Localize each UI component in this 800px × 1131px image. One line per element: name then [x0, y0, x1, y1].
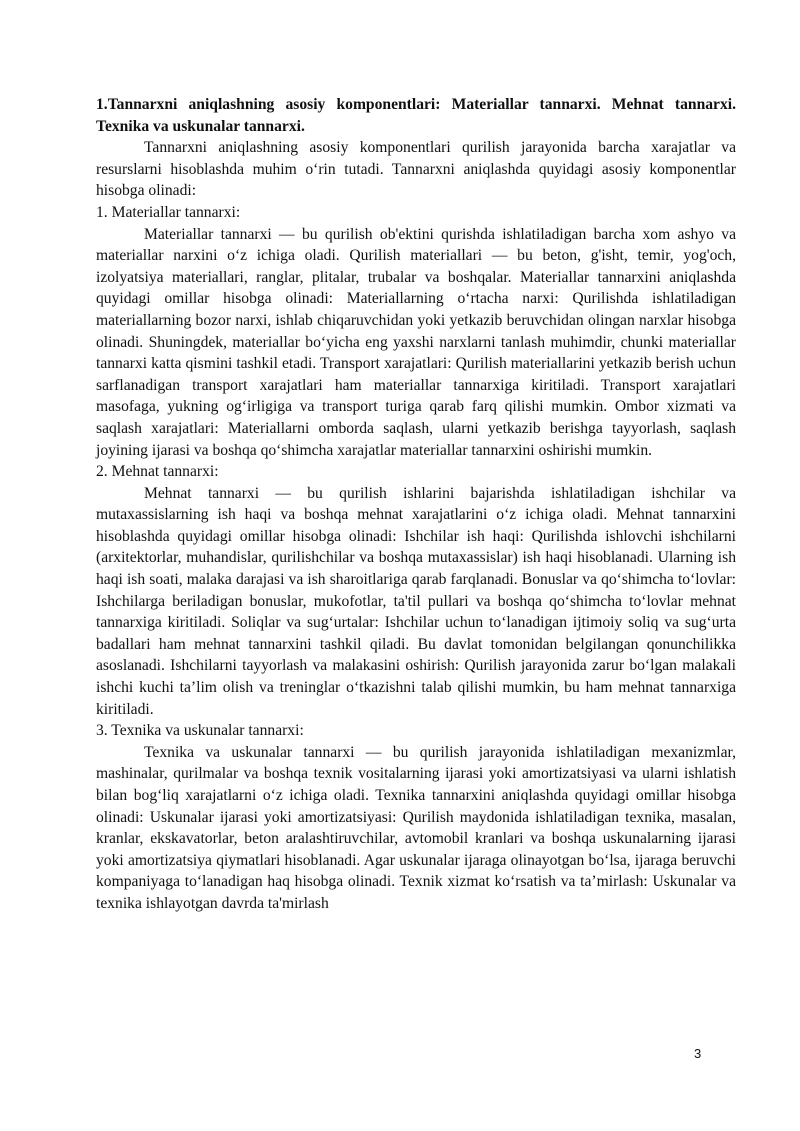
subsection-title-equipment: 3. Texnika va uskunalar tannarxi: — [96, 722, 304, 740]
intro-paragraph: Tannarxni aniqlashning asosiy komponentlari qurilish jarayonida barcha xarajatlar va resurslarni hisoblashda muhim o‘rin tutadi. Tannarxni aniqlashda quyidagi asosiy komponentlar hisobga olinadi: — [96, 139, 736, 200]
subsection-title-materials: 1. Materiallar tannarxi: — [96, 203, 241, 221]
subsection-title-labor: 2. Mehnat tannarxi: — [96, 463, 219, 481]
subsection-body-materials: Materiallar tannarxi — bu qurilish ob'ektini qurishda ishlatiladigan barcha xom ashyo va materiallar narxini o‘z ichiga oladi. Qurilish materiallari — bu beton, g'isht, temir, yog'och, izolyatsiya materiallari, ranglar, plitalar, trubalar va boshqalar. Materiallar tannarxini aniqlashda quyidagi omillar hisobga olinadi: Materiallarning o‘rtacha narxi: Qurilishda ishlatiladigan materiallarning bozor narxi, ishlab chiqaruvchidan yoki yetkazib beruvchidan olingan narxlar hisobga olinadi. Shuningdek, materiallar bo‘yicha eng yaxshi narxlarni tanlash muhimdir, chunki materiallar tannarxi katta qismini tashkil etadi. Transport xarajatlari: Qurilish materiallarini yetkazib berish uchun sarflanadigan transport xarajatlari ham materiallar tannarxiga kiritiladi. Transport xarajatlari masofaga, yukning og‘irligiga va transport turiga qarab farq qilishi mumkin. Ombor xizmati va saqlash xarajatlari: Materiallarni omborda saqlash, ularni yetkazib berishga tayyorlash, saqlash joyining ijarasi va boshqa qo‘shimcha xarajatlar materiallar tannarxini oshirishi mumkin. — [96, 225, 736, 459]
subsection-body-labor: Mehnat tannarxi — bu qurilish ishlarini bajarishda ishlatiladigan ishchilar va mutaxassislarning ish haqi va boshqa mehnat xarajatlarini o‘z ichiga oladi. Mehnat tannarxini hisoblashda quyidagi omillar hisobga olinadi: Ishchilar ish haqi: Qurilishda ishlovchi ishchilarni (arxitektorlar, muhandislar, qurilishchilar va boshqa mutaxassislar) ish haqi hisoblanadi. Ularning ish haqi ish soati, malaka darajasi va ish sharoitlariga qarab farqlanadi. Bonuslar va qo‘shimcha to‘lovlar: Ishchilarga beriladigan bonuslar, mukofotlar, ta'til pullari va boshqa qo‘shimcha to‘lovlar mehnat tannarxiga kiritiladi. Soliqlar va sug‘urtalar: Ishchilar uchun to‘lanadigan ijtimoiy soliq va sug‘urta badallari ham mehnat tannarxini tashkil qiladi. Bu davlat tomonidan belgilangan qonunchilikka asoslanadi. Ishchilarni tayyorlash va malakasini oshirish: Qurilish jarayonida zarur bo‘lgan malakali ishchi kuchi ta’lim olish va treninglar o‘tkazishni talab qilishi mumkin, bu ham mehnat tannarxiga kiritiladi. — [96, 484, 736, 718]
subsection-body-equipment: Texnika va uskunalar tannarxi — bu qurilish jarayonida ishlatiladigan mexanizmlar, mashinalar, qurilmalar va boshqa texnik vositalarning ijarasi yoki amortizatsiyasi va ularni ishlatish bilan bog‘liq xarajatlarni o‘z ichiga oladi. Texnika tannarxini aniqlashda quyidagi omillar hisobga olinadi: Uskunalar ijarasi yoki amortizatsiyasi: Qurilish maydonida ishlatiladigan texnika, masalan, kranlar, ekskavatorlar, beton aralashtiruvchilar, avtomobil kranlari va boshqa uskunalarning ijarasi yoki amortizatsiya qiymatlari hisoblanadi. Agar uskunalar ijaraga olinayotgan bo‘lsa, ijaraga beruvchi kompaniyaga to‘lanadigan haq hisobga olinadi. Texnik xizmat ko‘rsatish va ta’mirlash: Uskunalar va texnika ishlayotgan davrda ta'mirlash — [96, 743, 736, 912]
section-heading: 1.Tannarxni aniqlashning asosiy komponentlari: Materiallar tannarxi. Mehnat tannarxi. Texnika va uskunalar tannarxi. — [96, 96, 736, 135]
page-number: 3 — [694, 1046, 702, 1061]
page-content — [96, 94, 736, 915]
